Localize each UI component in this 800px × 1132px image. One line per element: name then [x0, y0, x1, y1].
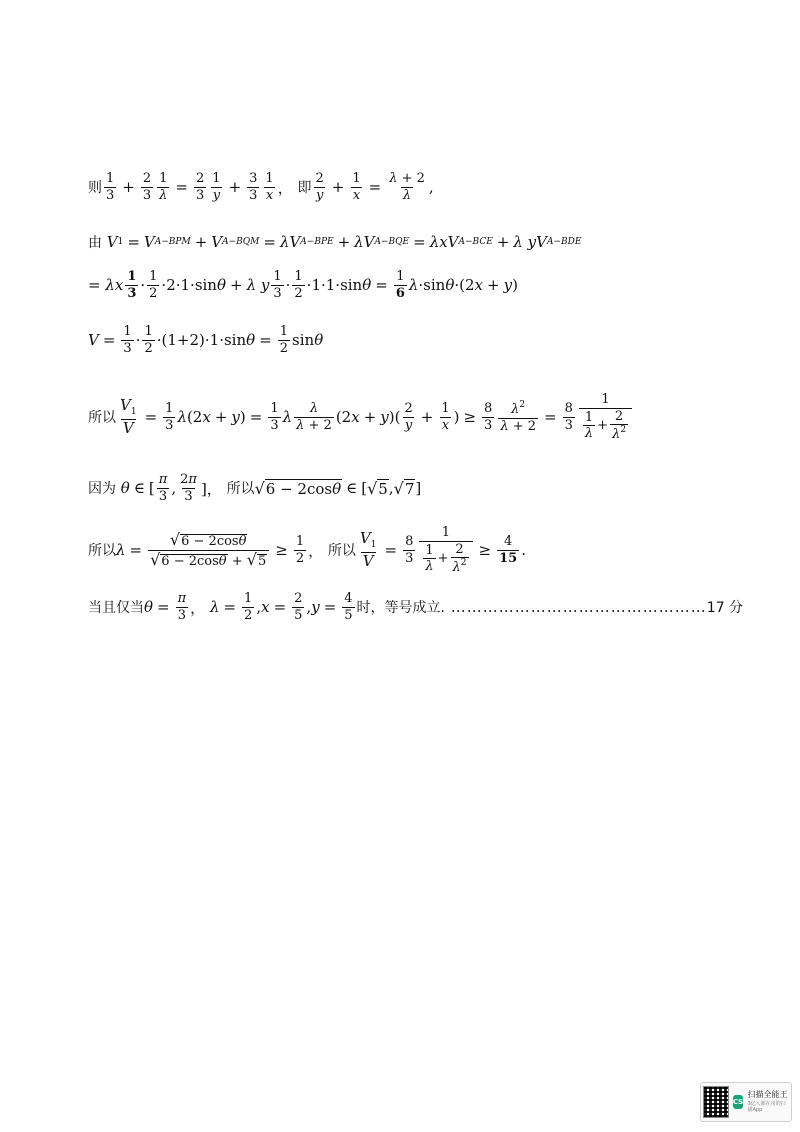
scanner-watermark [700, 1082, 792, 1122]
suoyi-label-2: 所以 [226, 481, 255, 498]
fraction: $\frac{1}{3}$ [106, 171, 115, 203]
you-label: 由 [88, 235, 102, 251]
equation-line-5: 所以 $\frac{V_1}{V}$ = $\frac{1}{3}$ λ (2 x + y ) = $\frac{1}{3}$ λ $\frac{\lambda}{\lambda + 2}$ (2 x + y )( $\frac{2}{y}$ + $\frac{1}{x}$ ) ≥ $\frac{8}{3}$ $\frac{\lambda^2}{\lambda + 2}$ = $\frac{8}{3}$ 1 $\frac{1}{\lambda}$ + $\frac{2}{\lambda^2}$ [88, 393, 634, 442]
suoyi-label: 所以 [88, 410, 116, 427]
equation-line-2: 由 V 1 = V A−BPM + V A−BQM = λV A−BPE + λV A−BQE = λxV A−BCE + λ yV A−BDE [88, 233, 582, 251]
ji-label: 即 [297, 180, 312, 197]
brand-subtitle: 3亿人都在用的扫描App [747, 1100, 786, 1114]
equation-line-4: V = $\frac{1}{3}$ · $\frac{1}{2}$ ·(1+2)·1·sin θ = $\frac{1}{2}$ sin θ [88, 324, 324, 356]
brand-text [747, 1090, 789, 1113]
equation-line-7: 所以 λ = √ 6 − 2cosθ √ 6 − 2cosθ + √ 5 ≥ $\frac{1}{2}$ ， 所以 $\frac{V_1}{V}$ = $\frac{8}{3}$ 1 $\frac{1}{\lambda}$ + $\frac{2}{\lambda^2}$ ≥ $\frac{4}{15}$ . [88, 525, 526, 576]
equation-line-8: 当且仅当 θ = $\frac{\pi}{3}$ ， λ = $\frac{1}{2}$ , x = $\frac{2}{5}$ , y = $\frac{4}{5}$ 时，等号成立. ………………………………………… 17 分 [88, 591, 744, 623]
ze-label: 则 [88, 180, 102, 197]
equation-line-3: = λx $\frac{1}{3}$ · $\frac{1}{2}$ ·2·1·sin θ + λ y $\frac{1}{3}$ · $\frac{1}{2}$ ·1·1·sin θ = $\frac{1}{6}$ λ ·sin θ ·(2 x + y ) [88, 269, 518, 301]
camscanner-logo-icon: CS [733, 1095, 744, 1109]
brand-title: 扫描全能王 [747, 1090, 788, 1100]
equality-condition: 时，等号成立. [356, 600, 445, 617]
qr-code-icon [703, 1086, 729, 1118]
equation-line-1: 则 $\frac{1}{3}$ + $\frac{2}{3}$ $\frac{1}{\lambda}$ = $\frac{2}{3}$ $\frac{1}{y}$ + $\frac{3}{3}$ $\frac{1}{x}$ ， 即 $\frac{2}{y}$ + $\frac{1}{x}$ = $\frac{\lambda + 2}{\lambda}$ , [88, 171, 434, 203]
dangqie-label: 当且仅当 [88, 600, 144, 617]
yinwei-label: 因为 [88, 481, 116, 498]
suoyi-label-4: 所以 [327, 543, 356, 560]
leader-dots: ………………………………………… [445, 598, 707, 617]
equation-line-6: 因为 θ ∈ [ $\frac{\pi}{3}$ , $\frac{2\pi}{3}$ ]， 所以 √ 6 − 2cosθ ∈ [ √ 5 , √ 7 ] [88, 472, 422, 504]
suoyi-label-3: 所以 [88, 543, 116, 560]
score-label: 17 分 [706, 600, 744, 617]
